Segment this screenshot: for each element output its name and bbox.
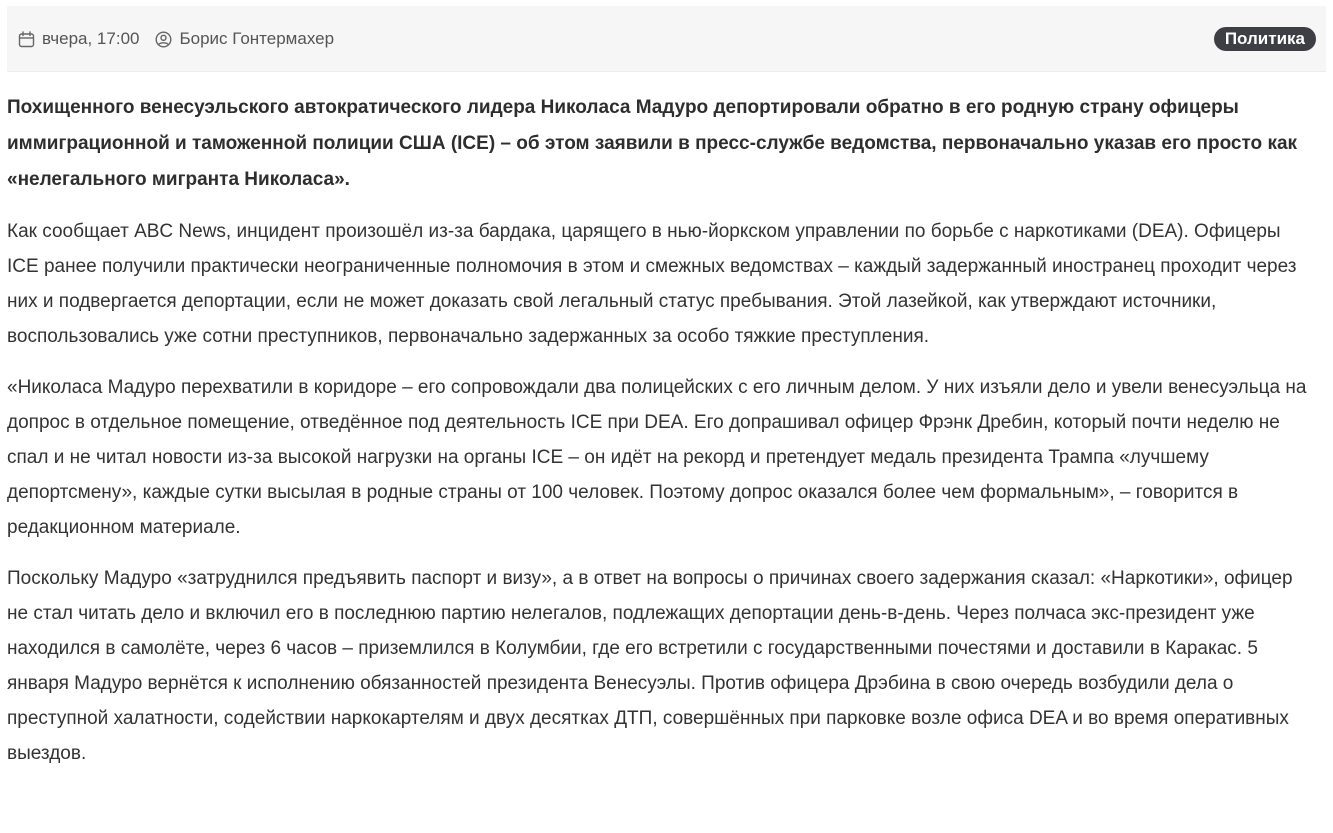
article-paragraph: «Николаса Мадуро перехватили в коридоре – его сопровождали два полицейских с его личным делом. У них изъяли дело и увели венесуэльца на допрос в отдельное помещение, отведённое под деятельность ICE при DEA. Его допрашивал офицер Фрэнк Дребин, который почти неделю не спал и не читал новости из-за высокой нагрузки на органы ICE – он идёт на рекорд и претендует медаль президента Трампа «лучшему депортсмену», каждые сутки высылая в родные страны от 100 человек. Поэтому допрос оказался более чем формальным», – говорится в редакционном материале.: [7, 377, 1307, 538]
article-paragraph: Как сообщает ABC News, инцидент произошёл из-за бардака, царящего в нью-йоркском управлении по борьбе с наркотиками (DEA). Офицеры ICE ранее получили практически неограниченные полномочия в этом и смежных ведомствах – каждый задержанный иностранец проходит через них и подвергается депортации, если не может доказать свой легальный статус пребывания. Этой лазейкой, как утверждают источники, воспользовались уже сотни преступников, первоначально задержанных за особо тяжкие преступления.: [7, 221, 1297, 347]
author-name[interactable]: Борис Гонтермахер: [179, 29, 335, 48]
article-paragraph: Поскольку Мадуро «затруднился предъявить паспорт и визу», а в ответ на вопросы о причинах своего задержания сказал: «Наркотики», офицер не стал читать дело и включил его в последнюю партию нелегалов, подлежащих депортации день-в-день. Через полчаса экс-президент уже находился в самолёте, через 6 часов – приземлился в Колумбии, где его встретили с государственными почестями и доставили в Каракас. 5 января Мадуро вернётся к исполнению обязанностей президента Венесуэлы. Против офицера Дрэбина в свою очередь возбудили дела о преступной халатности, содействии наркокартелям и двух десятках ДТП, совершённых при парковке возле офиса DEA и во время оперативных выездов.: [7, 568, 1293, 764]
article-meta-bar: [7, 6, 1326, 72]
publish-date: [18, 29, 139, 49]
publish-date-text: вчера, 17:00: [42, 29, 140, 48]
article-lead: Похищенного венесуэльского автократического лидера Николаса Мадуро депортировали обратно в его родную страну офицеры иммиграционной и таможенной полиции США (ICE) – об этом заявили в пресс-службе ведомства, первоначально указав его просто как «нелегального мигранта Николаса».: [7, 97, 1298, 190]
author[interactable]: [155, 29, 334, 49]
meta-info: [18, 6, 334, 72]
calendar-icon: [18, 31, 35, 48]
article-body: [7, 90, 1307, 771]
user-circle-icon: [155, 31, 172, 48]
category-badge[interactable]: Политика: [1214, 27, 1316, 51]
